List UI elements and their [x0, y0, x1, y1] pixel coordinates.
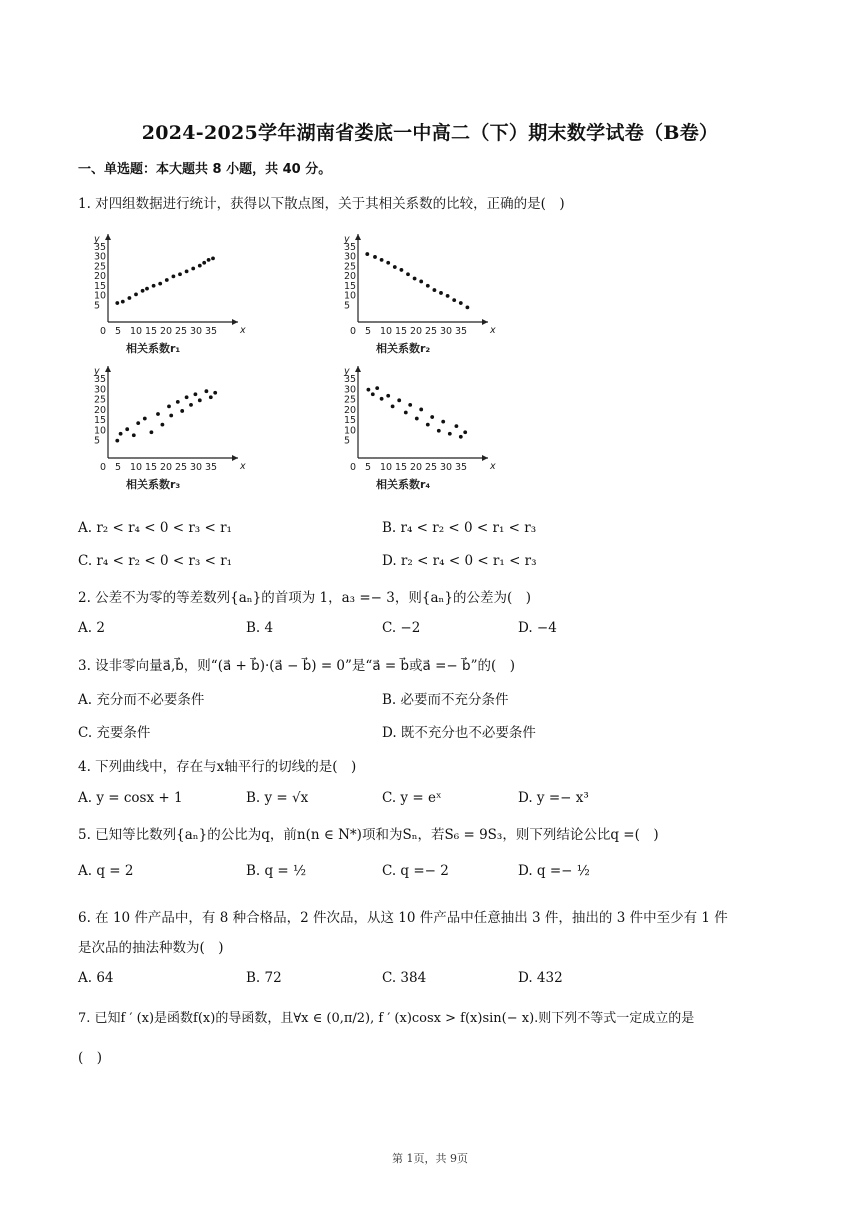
- x-tick-label: 15: [395, 326, 408, 337]
- scatter-point: [397, 398, 401, 402]
- x-axis-arrow: [232, 319, 238, 325]
- scatter-point: [145, 287, 149, 291]
- scatter-point: [156, 412, 160, 416]
- scatter-point: [393, 265, 397, 269]
- scatter-point: [194, 392, 198, 396]
- q2-option-b: B. 4: [246, 620, 274, 636]
- y-tick-label: 20: [94, 271, 107, 283]
- y-tick-label: 20: [344, 271, 357, 283]
- scatter-point: [178, 272, 182, 276]
- x-tick-label: 35: [455, 326, 468, 337]
- q4-option-b: B. y = √x: [246, 790, 309, 806]
- scatter-point: [371, 392, 375, 396]
- x-tick-label: 15: [145, 326, 158, 337]
- question-6-stem-cont: 是次品的抽法种数为( ): [78, 940, 224, 956]
- x-axis-label: x: [240, 325, 246, 336]
- scatter-point: [466, 305, 470, 309]
- x-tick-label: 35: [205, 462, 218, 473]
- scatter-point: [198, 398, 202, 402]
- y-tick-label: 20: [344, 404, 357, 416]
- x-tick-label: 10: [130, 326, 143, 337]
- y-axis-label: y: [344, 366, 350, 377]
- scatter-point: [365, 252, 369, 256]
- scatter-point: [150, 430, 154, 434]
- scatter-point: [459, 435, 463, 439]
- q3-option-a: A. 充分而不必要条件: [78, 692, 205, 708]
- y-tick-label: 35: [94, 374, 107, 385]
- x-tick-label: 20: [160, 462, 173, 473]
- scatter-point: [176, 400, 180, 404]
- scatter-point: [433, 288, 437, 292]
- scatter-point: [380, 397, 384, 401]
- scatter-point: [185, 269, 189, 273]
- scatter-point: [169, 414, 173, 418]
- scatter-point: [121, 300, 125, 304]
- scatter-point: [446, 294, 450, 298]
- y-tick-label: 35: [344, 242, 357, 253]
- q6-option-d: D. 432: [518, 970, 563, 986]
- y-tick-label: 5: [344, 300, 351, 312]
- x-axis-label: x: [490, 325, 496, 336]
- x-tick-label: 20: [160, 326, 173, 337]
- scatter-plot-r4: [336, 362, 496, 498]
- x-tick-label: 25: [425, 326, 438, 337]
- question-5-stem: 5. 已知等比数列{aₙ}的公比为q，前n(n ∈ N*)项和为Sₙ，若S₆ = 9S₃，则下列结论公比q =( ): [78, 827, 659, 843]
- scatter-point: [373, 255, 377, 259]
- scatter-point: [419, 280, 423, 284]
- q2-option-d: D. −4: [518, 620, 557, 636]
- x-tick-label: 0: [350, 462, 357, 473]
- scatter-point: [459, 301, 463, 305]
- y-tick-label: 5: [94, 435, 101, 447]
- scatter-point: [205, 389, 209, 393]
- q1-option-c: C. r₄ < r₂ < 0 < r₃ < r₁: [78, 553, 233, 569]
- y-tick-label: 35: [344, 374, 357, 385]
- x-tick-label: 35: [205, 326, 218, 337]
- scatter-point: [211, 257, 215, 261]
- y-axis-arrow: [105, 234, 111, 240]
- y-tick-label: 25: [94, 261, 107, 273]
- x-tick-label: 5: [365, 462, 372, 473]
- y-tick-label: 30: [344, 251, 357, 263]
- scatter-point: [404, 411, 408, 415]
- scatter-point: [386, 261, 390, 265]
- scatter-point: [426, 284, 430, 288]
- q5-option-d: D. q =− ½: [518, 863, 590, 879]
- y-tick-label: 5: [344, 435, 351, 447]
- scatter-point: [437, 429, 441, 433]
- y-axis-label: y: [344, 234, 350, 245]
- y-tick-label: 25: [344, 394, 357, 406]
- question-4-stem: 4. 下列曲线中，存在与x轴平行的切线的是( ): [78, 759, 357, 775]
- scatter-point: [419, 408, 423, 412]
- y-tick-label: 30: [344, 384, 357, 396]
- section-heading: 一、单选题：本大题共 8 小题，共 40 分。: [78, 162, 332, 177]
- scatter-point: [185, 395, 189, 399]
- x-tick-label: 25: [175, 326, 188, 337]
- scatter-point: [172, 275, 176, 279]
- scatter-point: [152, 284, 156, 288]
- scatter-point: [167, 405, 171, 409]
- y-tick-label: 10: [94, 290, 107, 302]
- x-tick-label: 15: [145, 462, 158, 473]
- x-tick-label: 30: [440, 326, 453, 337]
- q5-option-c: C. q =− 2: [382, 863, 449, 879]
- question-3-stem: 3. 设非零向量a⃗,b⃗，则“(a⃗ + b⃗)·(a⃗ − b⃗) = 0”是“a⃗ = b⃗或a⃗ =− b⃗”的( ): [78, 658, 516, 674]
- plot-caption: 相关系数r₄: [376, 478, 431, 491]
- scatter-point: [455, 424, 459, 428]
- x-tick-label: 20: [410, 462, 423, 473]
- q2-option-c: C. −2: [382, 620, 421, 636]
- x-tick-label: 10: [130, 462, 143, 473]
- scatter-point: [367, 388, 371, 392]
- q4-option-d: D. y =− x³: [518, 790, 589, 806]
- q1-option-b: B. r₄ < r₂ < 0 < r₁ < r₃: [382, 520, 537, 536]
- x-tick-label: 30: [190, 462, 203, 473]
- scatter-point: [213, 391, 217, 395]
- page-footer: 第 1页，共 9页: [392, 1152, 468, 1165]
- y-axis-arrow: [355, 366, 361, 372]
- q5-option-b: B. q = ½: [246, 863, 307, 879]
- question-1-stem: 1. 对四组数据进行统计，获得以下散点图，关于其相关系数的比较，正确的是( ): [78, 196, 565, 212]
- scatter-point: [207, 258, 211, 262]
- x-axis-label: x: [240, 461, 246, 472]
- y-tick-label: 15: [94, 415, 107, 427]
- scatter-point: [191, 267, 195, 271]
- x-tick-label: 5: [365, 326, 372, 337]
- scatter-point: [391, 405, 395, 409]
- scatter-point: [463, 430, 467, 434]
- scatter-point: [408, 403, 412, 407]
- x-tick-label: 10: [380, 462, 393, 473]
- scatter-point: [198, 264, 202, 268]
- x-axis-arrow: [482, 319, 488, 325]
- y-tick-label: 30: [94, 384, 107, 396]
- scatter-point: [441, 420, 445, 424]
- plot-caption: 相关系数r₃: [126, 478, 181, 491]
- x-tick-label: 0: [100, 462, 107, 473]
- y-tick-label: 20: [94, 404, 107, 416]
- q4-option-a: A. y = cosx + 1: [78, 790, 183, 806]
- q1-option-a: A. r₂ < r₄ < 0 < r₃ < r₁: [78, 520, 232, 536]
- page-title: 2024-2025学年湖南省娄底一中高二（下）期末数学试卷（B卷）: [141, 122, 719, 144]
- x-tick-label: 10: [380, 326, 393, 337]
- y-axis-arrow: [105, 366, 111, 372]
- y-axis-label: y: [94, 234, 100, 245]
- x-tick-label: 0: [350, 326, 357, 337]
- scatter-point: [180, 409, 184, 413]
- q6-option-c: C. 384: [382, 970, 427, 986]
- scatter-point: [452, 298, 456, 302]
- y-tick-label: 35: [94, 242, 107, 253]
- x-tick-label: 5: [115, 462, 122, 473]
- scatter-point: [158, 282, 162, 286]
- x-tick-label: 35: [455, 462, 468, 473]
- question-6-stem: 6. 在 10 件产品中，有 8 种合格品，2 件次品，从这 10 件产品中任意抽出 3 件，抽出的 3 件中至少有 1 件: [78, 910, 728, 926]
- scatter-plot-r2: [336, 230, 496, 362]
- scatter-point: [115, 301, 119, 305]
- q5-option-a: A. q = 2: [78, 863, 134, 879]
- y-tick-label: 15: [94, 280, 107, 292]
- question-7-stem: 7. 已知f ′ (x)是函数f(x)的导函数，且∀x ∈ (0,π/2), f ′ (x)cosx > f(x)sin(− x).则下列不等式一定成立的是: [78, 1011, 695, 1026]
- scatter-point: [115, 439, 119, 443]
- q4-option-c: C. y = eˣ: [382, 790, 442, 806]
- q3-option-d: D. 既不充分也不必要条件: [382, 725, 536, 741]
- q2-option-a: A. 2: [78, 620, 105, 636]
- y-tick-label: 30: [94, 251, 107, 263]
- scatter-point: [143, 417, 147, 421]
- y-axis-arrow: [355, 234, 361, 240]
- scatter-point: [128, 296, 132, 300]
- x-tick-label: 30: [440, 462, 453, 473]
- scatter-point: [386, 394, 390, 398]
- scatter-point: [400, 268, 404, 272]
- scatter-point: [165, 278, 169, 282]
- y-tick-label: 15: [344, 415, 357, 427]
- x-axis-arrow: [232, 455, 238, 461]
- y-tick-label: 25: [344, 261, 357, 273]
- scatter-point: [375, 386, 379, 390]
- q1-option-d: D. r₂ < r₄ < 0 < r₁ < r₃: [382, 553, 537, 569]
- scatter-point: [202, 261, 206, 265]
- scatter-point: [189, 403, 193, 407]
- x-tick-label: 25: [175, 462, 188, 473]
- scatter-point: [161, 423, 165, 427]
- scatter-point: [119, 432, 123, 436]
- y-tick-label: 15: [344, 280, 357, 292]
- plot-caption: 相关系数r₂: [376, 342, 431, 355]
- scatter-point: [136, 421, 140, 425]
- scatter-point: [406, 272, 410, 276]
- plot-caption: 相关系数r₁: [126, 342, 181, 355]
- scatter-point: [415, 417, 419, 421]
- q6-option-a: A. 64: [78, 970, 114, 986]
- scatter-point: [125, 427, 129, 431]
- scatter-point: [132, 433, 136, 437]
- scatter-point: [426, 423, 430, 427]
- y-tick-label: 5: [94, 300, 101, 312]
- y-tick-label: 25: [94, 394, 107, 406]
- scatter-point: [141, 289, 145, 293]
- x-tick-label: 30: [190, 326, 203, 337]
- y-tick-label: 10: [344, 425, 357, 437]
- x-tick-label: 0: [100, 326, 107, 337]
- x-axis-label: x: [490, 461, 496, 472]
- q3-option-c: C. 充要条件: [78, 725, 151, 741]
- scatter-point: [380, 258, 384, 262]
- scatter-point: [413, 277, 417, 281]
- scatter-plot-r1: [86, 230, 246, 362]
- y-tick-label: 10: [94, 425, 107, 437]
- scatter-point: [448, 432, 452, 436]
- x-tick-label: 5: [115, 326, 122, 337]
- scatter-point: [209, 395, 213, 399]
- scatter-point: [134, 293, 138, 297]
- q6-option-b: B. 72: [246, 970, 282, 986]
- x-tick-label: 20: [410, 326, 423, 337]
- scatter-plot-r3: [86, 362, 246, 498]
- y-tick-label: 10: [344, 290, 357, 302]
- question-7-stem-cont: ( ): [78, 1050, 103, 1066]
- scatter-point: [430, 415, 434, 419]
- x-tick-label: 15: [395, 462, 408, 473]
- x-axis-arrow: [482, 455, 488, 461]
- x-tick-label: 25: [425, 462, 438, 473]
- q3-option-b: B. 必要而不充分条件: [382, 692, 509, 708]
- question-2-stem: 2. 公差不为零的等差数列{aₙ}的首项为 1，a₃ =− 3，则{aₙ}的公差为( ): [78, 590, 531, 606]
- scatter-point: [439, 291, 443, 295]
- y-axis-label: y: [94, 366, 100, 377]
